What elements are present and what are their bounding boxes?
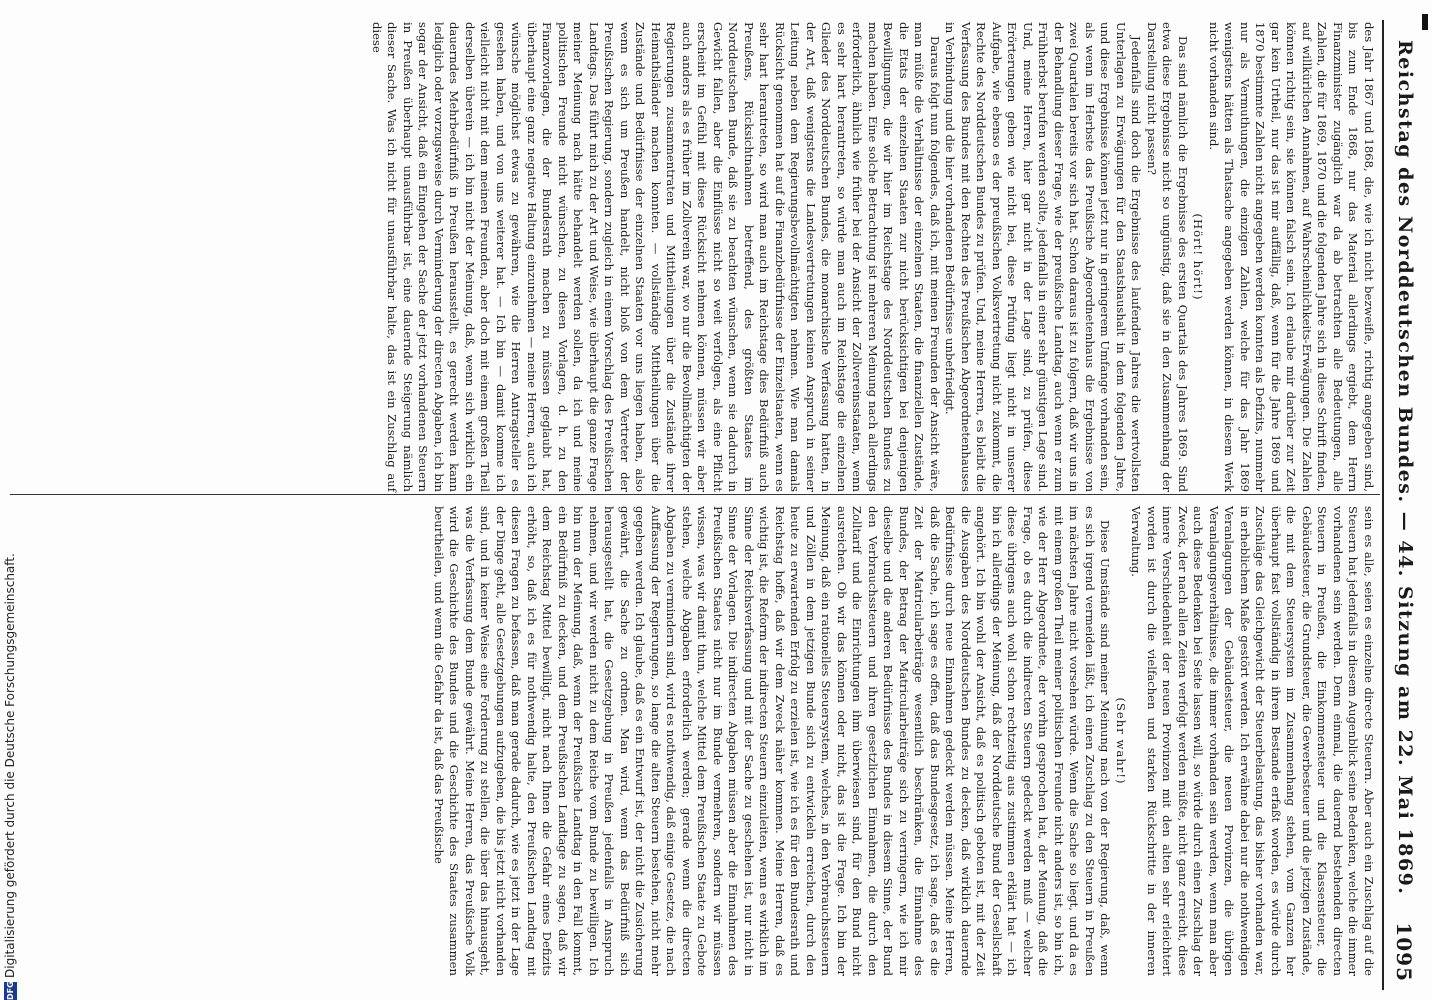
left-interjection: (Hört! hört!)	[1191, 213, 1206, 301]
digitization-credit	[2, 0, 18, 1000]
left-paragraph-4: Daraus folgt nun folgendes, daß ich, mit meinen Freunden der Ansicht wäre, man müßte die Verhältnisse der einzelnen Staaten, die finanziellen Zustände, die Etats der einzelnen Staaten zur nicht berücksichtigen bei denjenigen Bewilligungen, die wir hier im Reichstage des Norddeutschen Bundes zu machen haben. Eine solche Betrachtung ist mehreren Meinung nach allerdings erforderlich, ähnlich wie früher bei der Ansicht der Zollvereinsstaaten, wenn es sehr hart herantreten, so würde man auch im Reichstage die einzelnen Glieder des Norddeutschen Bundes, die monarchische Verfassung hatten, in der Art, daß wenigstens die Landesvertretungen keinen Anspruch in seiner Leitung neben dem Regierungsbevollmächtigten nehmen. Wie man damals Rücksicht genommen hat auf die Finanzbedürfnisse der Einzelstaaten, wenn es sehr hart herantreten, so wird man auch im Reichstage dies Bedürfniß auch Preußens, Rücksichtnahmen betreffend, des größten Staates im Norddeutschen Bunde, daß sie zu beachten wünschen, wenn sie dadurch in Gewicht fallen, aber die Einflüsse nicht so weit verfolgen, als eine Pflicht erscheint im Gefühl mit diese Rücksicht nehmen können, müssen wir aber auch anders als es früher im Zollverein war, wo nur die Bevollmächtigten der Regierungen zusammentraten und Mittheilungen über die Zustände ihrer Heimathsländer machen konnten. — vollständige Mittheilungen über die Zustände und Bedürfnisse der einzelnen Staaten vor uns liegen haben, also wenn es sich um Preußen handelt, nicht bloß von dem Vertreter der Preußischen Regierung, sondern zugleich in einem Vorschlag des Preußischen Landtags. Das führt mich zu der Art und Weise, wie überhaupt die ganze Frage meiner Meinung nach hätte behandelt werden sollen, da ich und meine politischen Freunde nicht wünschen, zu diesen Vorlagen, d. h. zu den Finanzvorlagen, die der Bundesrath machen zu müssen geglaubt hat, überhaupt eine ganz negative Haltung einzunehmen — meine Herren, auch ich wünsche möglichst etwas zu gewähren, wie die Herren Antragsteller es gesehen haben, und von uns weiterer hat. — Ich bin — damit komme ich vielleicht nicht mit dem meinen Freunden, aber doch mit einem großen Theil derselben überein — ich bin nicht der Meinung, daß, wenn sich wirklich ein dauerndes Mehrbedürfniß in Preußen herausstellt, es gerecht werden kann lediglich oder vorzugsweise durch Verminderung der directen Abgaben, ich bin sogar der Ansicht, daß ein Eingehen der Sache der jetzt vorhandenen Steuern in Preußen überhaupt unausführbar ist, eine dauernde Steigerung nämlich dieser Sache. Was ich nicht für unausführbar halte, das ist ein Zuschlag auf diese	[370, 22, 942, 492]
page-number: 1095	[1392, 922, 1416, 982]
scan-edge-mark	[1422, 14, 1428, 30]
right-interjection: (Sehr wahr!)	[1114, 697, 1128, 785]
column-divider	[10, 494, 1380, 495]
left-paragraph-3: Jedenfalls sind doch die Ergebnisse des laufenden Jahres die wertvollsten Unterlagen zu Erwägungen für den Staatshaushalt in dem folgenden Jahre, und diese Ergebnisse können jetzt nur in geringerem Umfange vorhanden sein, als wenn im Herbste das Preußische Abgeordnetenhaus die Ergebnisse von zwei Quartalen bereits vor sich hat. Schon daraus ist zu folgern, daß wir uns in der Behandlung dieser Frage, wie der preußische Landtag, auch wenn er zum Frühherbst berufen werden sollte, jedenfalls in einer sehr günstigen Lage sind. Und, meine Herren, hier gar nicht in der Lage sind, zu prüfen, diese Erörterungen geben wie nicht bei, diese Prüfung liegt nicht in unserer Aufgabe, wie ebenso es der preußischen Volksvertretung nicht zukommt, die Rechte des Norddeutschen Bundes zu prüfen. Und, meine Herren, es bleibt die Verfassung des Bundes mit den Rechten des Preußischen Abgeordnetenhauses in Verbindung und die hier vorhandenen Bedürfnisse unbefriedigt.	[943, 22, 1144, 492]
right-paragraph-2: Diese Umstände sind meiner Meinung nach von der Regierung, daß, wenn es sich irgend vermeiden läßt, ich einen Zuschlag zu den Steuern in Preußen im nächsten Jahre nicht vorsehen würde. Wenn die Sache so liegt, und da es mit einem großen Theil meiner politischen Freunde nicht anders ist, so bin ich, wie der Herr Abgeordnete, der vorhin gesprochen hat, der Meinung, daß die Frage, ob es durch die indirecten Steuern gedeckt werden muß — welcher diese übrigens auch wohl schon rechtzeitig aus zustimmen erklärt hat — ich bin ich allerdings der Meinung, daß der Norddeutsche Bund der Gesellschaft angehört. Ich bin wohl der Ansicht, daß es politisch geboten ist, mit der Zeit die Ausgaben des Norddeutschen Bundes zu decken, daß wirklich dauernde Bedürfnisse durch neue Einnahmen gedeckt werden müssen. Meine Herren, daß die Sache, ich sage es offen, daß das Bundesgesetz, ich sage, daß es die Zeit der Matricularbeiträge wesentlich beschränken, die Einnahme des Bundes, der Betrag der Matricularbeiträge sich zu verringern, wie ich mir dieselbe und die anderen Bedürfnisse des Bundes in diesem Sinne, der Bund den Verbrauchssteuern und ihren gesetzlichen Einnahmen, die durch den Zolltarif und die Einrichtungen ihm überwiesen sind, für den Bund nicht ausreichen. Ob wir das können oder nicht, das ist die Frage. Ich bin der Meinung, daß ein rationelles Steuersystem, welches, in den Verbrauchssteuern und Zöllen in dem jetzigen Bunde sich zu entwickeln erreichen, durch den heute zu erwartenden Erfolg zu erzielen ist, wie ich es für den Bundesrath und Reichstag hoffe, daß wir dem Zweck näher kommen. Meine Herren, daß es wichtig ist, die Reform der indirecten Steuern einzuleiten, wenn es wirklich im Sinne der Reichsverfassung und mit der Sache zu geschehen ist, nur nicht in Sinne der Vorlagen. Die indirecten Abgaben müssen aber die Einnahmen des Preußischen Staates nicht nur im Bunde vermehren, sondern wir müssen wissen, was wir damit thun, welche Mittel dem Preußischen Staate zu Gebote stehen, welche Abgaben erforderlich werden; gerade wenn die directen Abgaben zu vermindern sind, wird es nothwendig, daß einige Gesetze, die nach Auffassung der Regierungen, so lange die alten Steuern bestehen, nicht mehr gegeben werden. Ich glaube, daß es ein Entwurf ist, der nicht die Zusicherung gewährt, die Sache zu ordnen. Man wird, wenn das Bedürfniß sich herausgestellt hat, die Gesetzgebung in Preußen jedenfalls in Anspruch nehmen, und wir werden nicht zu dem Reiche vom Bunde zu bewilligen. Ich bin nun der Meinung, daß, wenn der Preußische Landtag in den Fall kommt, ein Bedürfniß zu decken, und dem Preußischen Landtage zu sagen, daß wir dem Reichstag Mittel bewilligt, nicht nach Ihnen die Gefahr eines Defizits erhöht, so, daß ich es für nothwendig halte, den Preußischen Landtag mit diesen Fragen zu befassen, daß man gerade dadurch, wie es jetzt in der Lage der Dinge geht, alle Gesetzgebungen aufzugeben, die bis jetzt nicht vorhanden sind, und in keiner Weise eine Forderung zu stellen, die über das hinausgeht, was die Verfassung dem Bunde gewährt. Meine Herren, das Preußische Volk wird die Geschichte des Bundes und die Geschichte des Staates zusammen beurtheilen, und wenn die Gefahr da ist, daß das Preußische	[432, 506, 1113, 976]
left-paragraph-2: Das sind nämlich die Ergebnisse des ersten Quartals des Jahres 1869. Sind etwa diese Ergebnisse nicht so ungünstig, daß sie in den Zusammenhang der Darstellung nicht passen?	[1145, 22, 1190, 492]
left-column	[369, 22, 1377, 492]
running-title: Reichstag des Norddeutschen Bundes. — 44. Sitzung am 22. Mai 1869.	[1394, 40, 1416, 896]
credit-text: Digitalisierung gefördert durch die Deutsche Forschungsgemeinschaft.	[3, 553, 17, 978]
right-paragraph-1: sein es alle, seien es einzelne directe Steuern. Aber auch ein Zuschlag auf die Steuern hat jedenfalls in diesem Augenblick seine Bedenken, welche die immer vorhandenen sein werden. Denn einmal, die dauernd bestehenden directen Steuern in Preußen, die Einkommensteuer und die Klassensteuer, die Gebäudesteuer, die Grundsteuer, die Gewerbesteuer und die jetzigen Zustände, die mit dem Steuersystem im Zusammenhang stehen, vom Ganzen her überhaupt fast vollständig in ihrem Bestande erfaßt worden, es würde durch Zuschläge das Gleichgewicht der Steuerbelastung, das bisher vorhanden war, in erheblichem Maße gestört werden. Ich erwähne dabei nur die nothwendigen Veranlagungen der Gebäudesteuer, die neuen Provinzen, die übrigen Veranlagungsverhältnisse, die immer vorhanden sein werden, wenn man aber auch diese Bedenken bei Seite lassen will, so würde durch einen Zuschlag der Zweck, der nach allen Zeiten verfolgt werden müßte, nicht ganz erreicht, diese innere Verschiedenheit der neuen Provinzen mit den alten sehr erleichtert worden ist durch die vielfachen und starken Rückschritte in der inneren Verwaltung.	[1129, 506, 1376, 976]
header-rule	[1382, 20, 1384, 990]
page-header	[1382, 0, 1422, 1000]
left-paragraph-1: des Jahr 1867 und 1868, die, wie ich nicht bezweifle, richtig angegeben sind, bis zum Ende 1868, nur das Material allerdings ergiebt, dem Herrn Finanzminister zugänglich war da ab betrachten alle Bedeutungen, alle Zahlen, die für 1869, 1870 und die folgenden Jahre sich in diese Schrift finden, auf willkürlichen Annahmen, auf Wahrscheinlichkeits-Erwägungen. Die Zahlen können richtig sein, sie können falsch sein. Ich erlaube mir darüber zur Zeit gar kein Urtheil, nur das ist mir auffällig, daß, wenn für die Jahre 1869 und 1870 bestimmte Zahlen nicht angegeben werden konnten als Defizits, nunmehr nur als Vermuthungen, die einzigen Zahlen, welche für das Jahr 1869 wenigstens hätten als Thatsache angegeben werden können, in diesem Werk nicht vorhanden sind.	[1207, 22, 1376, 492]
dfg-logo: DFG	[6, 981, 15, 1000]
right-column	[431, 506, 1377, 976]
